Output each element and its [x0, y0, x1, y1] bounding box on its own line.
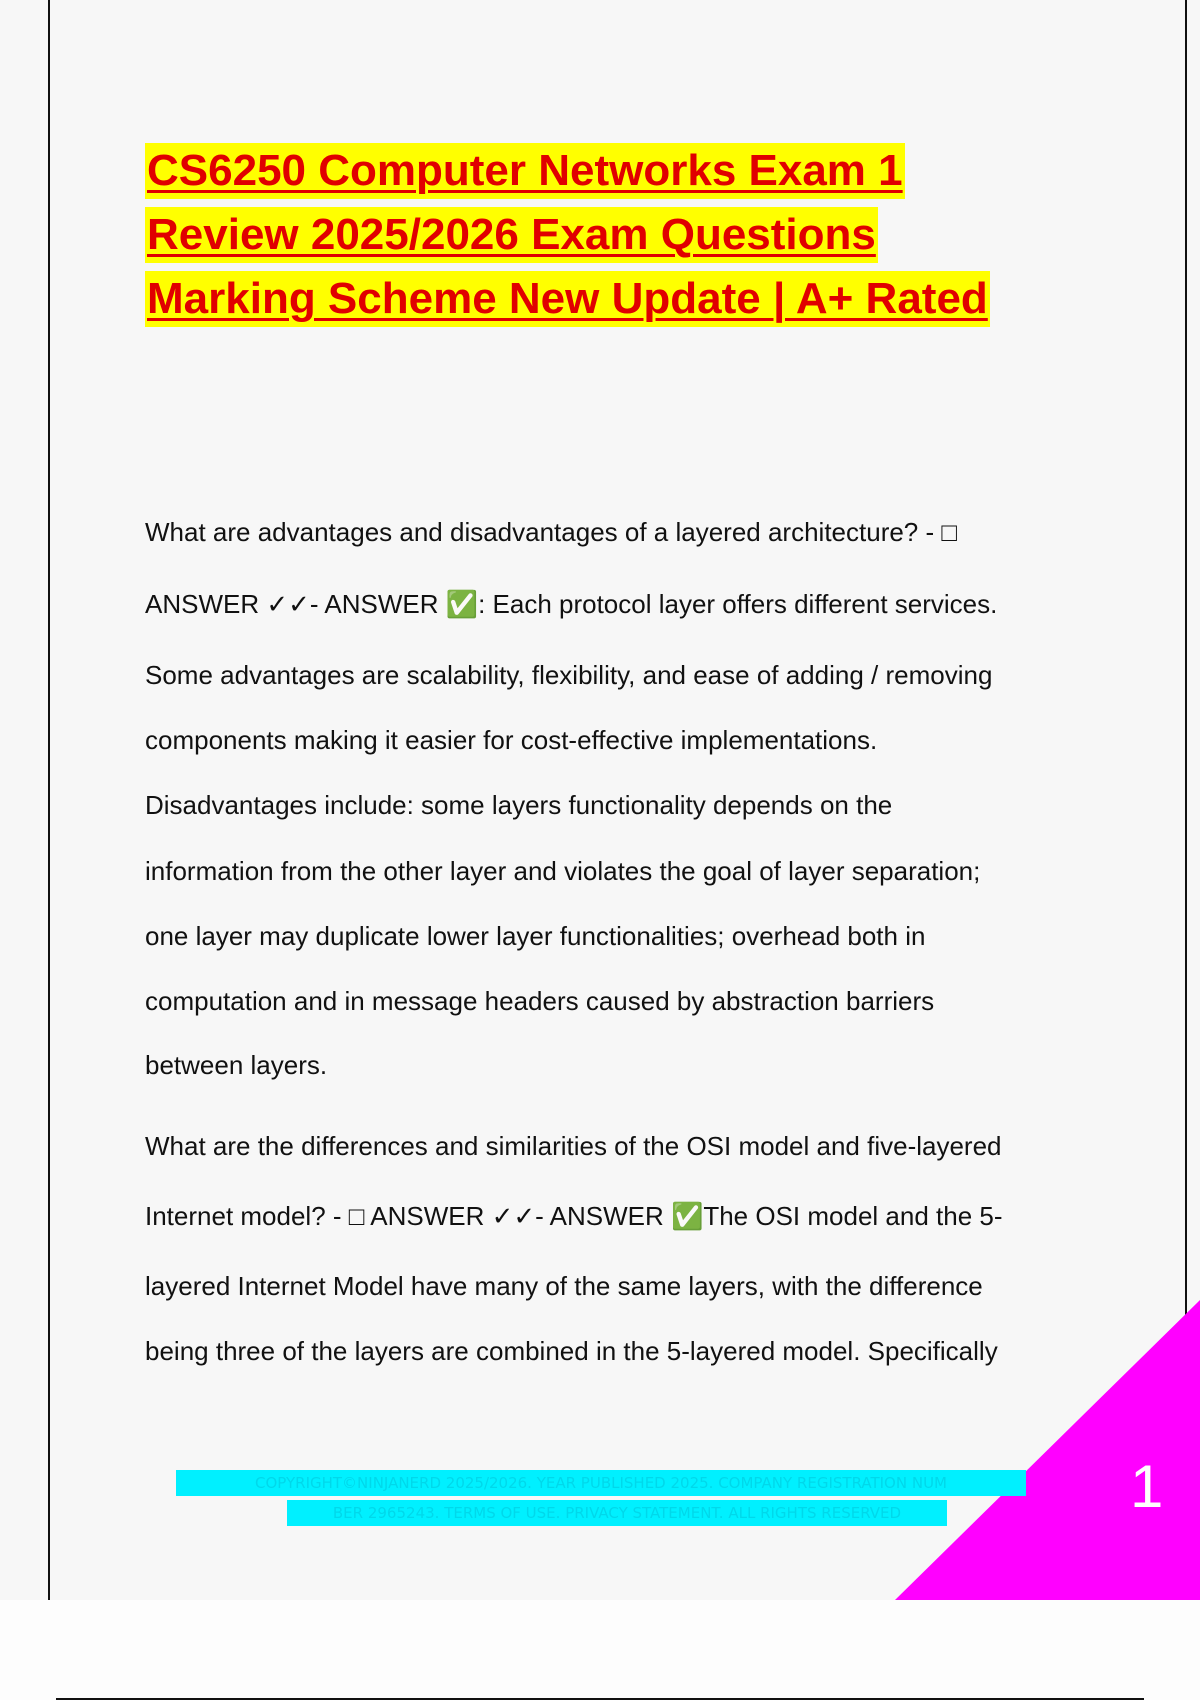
- document-title: [145, 143, 1105, 335]
- body-line: What are the differences and similarities of the OSI model and five-layered: [145, 1131, 1002, 1161]
- body-line: Some advantages are scalability, flexibility, and ease of adding / removing: [145, 660, 993, 690]
- page-bottom-area: [0, 1600, 1200, 1700]
- body-line: Internet model? - □ ANSWER ✓✓- ANSWER ✅The OSI model and the 5-: [145, 1201, 1003, 1231]
- body-line: being three of the layers are combined in the 5-layered model. Specifically: [145, 1336, 998, 1366]
- page-left-border: [48, 0, 50, 1600]
- body-line: information from the other layer and violates the goal of layer separation;: [145, 856, 981, 886]
- body-line: layered Internet Model have many of the same layers, with the difference: [145, 1271, 983, 1301]
- corner-triangle-decoration: [895, 1300, 1200, 1600]
- title-line-2: Review 2025/2026 Exam Questions: [145, 207, 878, 263]
- title-line-3: Marking Scheme New Update | A+ Rated: [145, 271, 990, 327]
- body-line: ANSWER ✓✓- ANSWER ✅: Each protocol layer offers different services.: [145, 589, 998, 619]
- body-line: computation and in message headers caused by abstraction barriers: [145, 986, 935, 1016]
- footer-copyright-line-1: COPYRIGHT©NINJANERD 2025/2026. YEAR PUBLISHED 2025. COMPANY REGISTRATION NUM: [176, 1470, 1026, 1496]
- body-line: Disadvantages include: some layers functionality depends on the: [145, 790, 893, 820]
- body-line: between layers.: [145, 1050, 328, 1080]
- title-line-1: CS6250 Computer Networks Exam 1: [145, 143, 905, 199]
- body-line: one layer may duplicate lower layer functionalities; overhead both in: [145, 921, 926, 951]
- footer-copyright-line-2: BER 2965243. TERMS OF USE. PRIVACY STATEMENT. ALL RIGHTS RESERVED: [287, 1500, 947, 1526]
- page-number: 1: [1130, 1453, 1164, 1520]
- body-line: What are advantages and disadvantages of a layered architecture? - □: [145, 517, 958, 547]
- body-line: components making it easier for cost-effective implementations.: [145, 725, 878, 755]
